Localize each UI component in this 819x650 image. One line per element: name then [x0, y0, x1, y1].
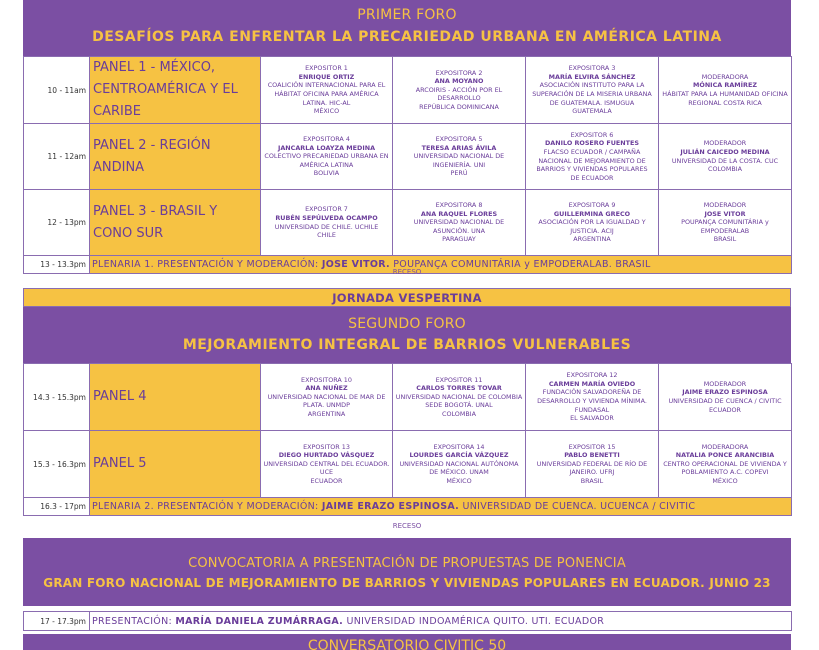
- speaker-role: EXPOSITOR 11: [435, 375, 483, 384]
- speaker-role: EXPOSITORA 10: [301, 375, 352, 384]
- speaker-institution: UNIVERSIDAD NACIONAL DE MAR DE PLATA. UNMDP: [267, 392, 386, 410]
- plenaria-prefix: PLENARIA 2. PRESENTACIÓN Y MODERACIÓN:: [92, 501, 319, 512]
- speaker-role: MODERADOR: [703, 379, 747, 388]
- speaker-country: BRASIL: [580, 476, 604, 485]
- presentacion-name: MARÍA DANIELA ZUMÁRRAGA.: [175, 615, 344, 627]
- speaker-cell: [526, 364, 659, 431]
- panel-title: PANEL 5: [90, 431, 261, 498]
- speaker-name: DIEGO HURTADO VÁSQUEZ: [278, 451, 375, 460]
- speaker-name: ANA NUÑEZ: [305, 384, 348, 393]
- speaker-cell: [393, 57, 526, 124]
- speaker-cell: [393, 124, 526, 190]
- speaker-cell: [261, 57, 393, 124]
- panel-title: PANEL 2 - REGIÓN ANDINA: [90, 124, 261, 190]
- plenaria-time: 13 - 13.3pm: [24, 256, 90, 274]
- speaker-role: EXPOSITORA 3: [568, 64, 616, 73]
- plenaria-row: [24, 498, 792, 516]
- speaker-country: COLOMBIA: [441, 409, 476, 418]
- plenaria-institution: UNIVERSIDAD DE CUENCA. UCUENCA / CIVITIC: [462, 501, 696, 512]
- speaker-institution: UNIVERSIDAD DE CHILE. UCHILE: [274, 222, 379, 231]
- speaker-country: MÉXICO: [446, 476, 472, 485]
- plenaria-time: 16.3 - 17pm: [24, 498, 90, 516]
- speaker-country: GUATEMALA: [572, 107, 612, 116]
- speaker-role: MODERADORA: [701, 72, 749, 81]
- speaker-role: EXPOSITORA 5: [435, 135, 483, 144]
- speaker-role: EXPOSITOR 15: [568, 442, 616, 451]
- speaker-institution: FLACSO ECUADOR / CAMPAÑA NACIONAL DE MEJORAMIENTO DE BARRIOS Y VIVIENDAS POPULARES: [536, 147, 648, 174]
- speaker-role: EXPOSITOR 13: [303, 442, 350, 451]
- speaker-cell: [261, 431, 393, 498]
- panel-time: 15.3 - 16.3pm: [24, 431, 90, 498]
- speaker-name: GUILLERMINA GRECO: [553, 209, 631, 218]
- speaker-name: LOURDES GARCÍA VÁZQUEZ: [409, 451, 509, 460]
- speaker-name: ENRIQUE ORTIZ: [298, 72, 355, 81]
- speaker-name: PABLO BENETTI: [564, 451, 620, 460]
- panel-time: 11 - 12am: [24, 124, 90, 190]
- speaker-cell: [659, 431, 792, 498]
- speaker-role: MODERADORA: [701, 442, 749, 451]
- speaker-institution: POUPANÇA COMUNITÁRIA y EMPODERALAB: [681, 218, 769, 235]
- speaker-country: PERÚ: [450, 169, 468, 178]
- speaker-cell: [659, 364, 792, 431]
- speaker-country: MÉXICO: [313, 107, 340, 116]
- speaker-name: JOSE VITOR: [704, 209, 746, 218]
- speaker-institution: UNIVERSIDAD DE CUENCA / CIVITIC: [668, 397, 782, 405]
- foro1-title: DESAFÍOS PARA ENFRENTAR LA PRECARIEDAD URBANA EN AMÉRICA LATINA: [92, 29, 722, 45]
- foro2-schedule: [23, 363, 791, 516]
- speaker-name: RUBÉN SEPÚLVEDA OCAMPO: [275, 213, 378, 222]
- speaker-cell: [393, 364, 526, 431]
- foro1-header: [23, 0, 791, 56]
- jornada-vespertina-label: JORNADA VESPERTINA: [332, 291, 482, 305]
- presentacion-rest: UNIVERSIDAD INDOAMÉRICA QUITO. UTI. ECUADOR: [346, 615, 605, 627]
- convocatoria-title: GRAN FORO NACIONAL DE MEJORAMIENTO DE BARRIOS Y VIVIENDAS POPULARES EN ECUADOR. JUNIO 23: [43, 576, 771, 590]
- panel-title: PANEL 1 - MÉXICO, CENTROAMÉRICA Y EL CARIBE: [90, 57, 261, 124]
- speaker-cell: [261, 124, 393, 190]
- speaker-institution: UNIVERSIDAD FEDERAL DE RÍO DE JANEIRO. UFRJ: [536, 459, 648, 477]
- foro1-label: PRIMER FORO: [357, 7, 457, 23]
- panel-row: [24, 57, 792, 124]
- plenaria-institution: POUPANÇA COMUNITÁRIA y EMPODERALAB. BRASIL: [393, 259, 651, 270]
- speaker-institution: FUNDACIÓN SALVADOREÑA DE DESARROLLO Y VIVIENDA MÍNIMA. FUNDASAL: [537, 388, 647, 414]
- speaker-cell: [261, 190, 393, 256]
- speaker-country: MÉXICO: [712, 476, 738, 485]
- speaker-institution: ASOCIACIÓN POR LA IGUALDAD Y JUSTICIA. ACIJ: [538, 218, 646, 235]
- speaker-institution: HÁBITAT PARA LA HUMANIDAD OFICINA REGIONAL COSTA RICA: [662, 90, 788, 107]
- panel-time: 10 - 11am: [24, 57, 90, 124]
- speaker-role: EXPOSITORA 9: [568, 201, 616, 210]
- speaker-name: CARLOS TORRES TOVAR: [416, 384, 502, 393]
- panel-row: [24, 431, 792, 498]
- speaker-institution: ARCOIRIS - ACCIÓN POR EL DESARROLLO: [415, 85, 503, 103]
- panel-time: 12 - 13pm: [24, 190, 90, 256]
- speaker-name: ANA RAQUEL FLORES: [420, 209, 498, 218]
- speaker-country: CHILE: [317, 231, 336, 240]
- speaker-country: ARGENTINA: [573, 235, 611, 244]
- speaker-cell: [526, 431, 659, 498]
- speaker-role: EXPOSITORA 4: [303, 135, 350, 144]
- receso-2: RECESO: [392, 522, 422, 530]
- speaker-role: MODERADOR: [703, 201, 747, 210]
- panel-row: [24, 124, 792, 190]
- speaker-country: BOLIVIA: [313, 169, 340, 178]
- speaker-name: ANA MOYANO: [434, 77, 484, 86]
- speaker-role: MODERADOR: [703, 139, 747, 148]
- panel-title: PANEL 3 - BRASIL Y CONO SUR: [90, 190, 261, 256]
- foro2-title: MEJORAMIENTO INTEGRAL DE BARRIOS VULNERABLES: [182, 337, 632, 353]
- speaker-role: EXPOSITORA 2: [435, 68, 483, 77]
- speaker-name: MARÍA ELVIRA SÁNCHEZ: [548, 72, 636, 81]
- speaker-country: ECUADOR: [709, 405, 741, 414]
- speaker-cell: [659, 190, 792, 256]
- receso-1: RECESO: [392, 268, 422, 276]
- speaker-country: PARAGUAY: [442, 235, 476, 244]
- speaker-role: EXPOSITORA 8: [435, 201, 483, 210]
- speaker-institution: ASOCIACIÓN INSTITUTO PARA LA SUPERACIÓN DE LA MISERIA URBANA DE GUATEMALA. ISMUGUA: [532, 81, 652, 107]
- speaker-institution: UNIVERSIDAD NACIONAL AUTÓNOMA DE MÉXICO. UNAM: [399, 459, 519, 477]
- panel-row: [24, 364, 792, 431]
- presentacion-time: 17 - 17.3pm: [24, 612, 90, 631]
- speaker-country: REPÚBLICA DOMINICANA: [419, 102, 499, 111]
- foro2-label: SEGUNDO FORO: [348, 316, 466, 332]
- convocatoria-header: [23, 538, 791, 606]
- speaker-country: EL SALVADOR: [570, 414, 614, 423]
- speaker-role: EXPOSITOR 1: [305, 64, 348, 73]
- convocatoria-label: CONVOCATORIA A PRESENTACIÓN DE PROPUESTAS DE PONENCIA: [188, 556, 626, 571]
- speaker-cell: [526, 57, 659, 124]
- speaker-role: EXPOSITORA 12: [566, 371, 618, 380]
- speaker-cell: [526, 124, 659, 190]
- foro1-schedule: [23, 56, 791, 274]
- presentacion-row: [23, 611, 791, 631]
- presentacion-text: [90, 612, 792, 631]
- speaker-country: DE ECUADOR: [570, 173, 614, 182]
- speaker-name: MÓNICA RAMÍREZ: [693, 81, 757, 90]
- speaker-country: COLOMBIA: [707, 165, 742, 174]
- speaker-name: TERESA ARIAS ÁVILA: [421, 143, 497, 152]
- speaker-country: ARGENTINA: [307, 409, 346, 418]
- speaker-institution: COALICIÓN INTERNACIONAL PARA EL HÁBITAT OFICINA PARA AMÉRICA LATINA. HIC-AL: [267, 81, 386, 107]
- plenaria-moderator: JOSE VITOR.: [321, 259, 390, 270]
- speaker-name: NATALIA PONCE ARANCIBIA: [675, 451, 775, 460]
- speaker-name: JULIÁN CAICEDO MEDINA: [680, 147, 770, 156]
- panel-row: [24, 190, 792, 256]
- conversatorio-bar: [23, 634, 791, 650]
- speaker-institution: UNIVERSIDAD CENTRAL DEL ECUADOR. UCE: [263, 459, 390, 477]
- speaker-cell: [659, 124, 792, 190]
- speaker-name: DANILO ROSERO FUENTES: [545, 139, 639, 148]
- speaker-name: JANCARLA LOAYZA MEDINA: [277, 143, 376, 152]
- speaker-institution: UNIVERSIDAD NACIONAL DE INGENIERÍA. UNI: [413, 152, 505, 169]
- speaker-role: EXPOSITOR 6: [570, 130, 614, 139]
- plenaria-moderator: JAIME ERAZO ESPINOSA.: [321, 501, 460, 512]
- speaker-institution: CENTRO OPERACIONAL DE VIVIENDA Y POBLAMIENTO A.C. COPEVI: [663, 459, 787, 477]
- speaker-name: CARMEN MARÍA OVIEDO: [548, 379, 636, 388]
- speaker-institution: UNIVERSIDAD NACIONAL DE COLOMBIA SEDE BOGOTÁ. UNAL: [395, 392, 523, 410]
- panel-time: 14.3 - 15.3pm: [24, 364, 90, 431]
- jornada-vespertina-bar: [23, 288, 791, 307]
- speaker-cell: [393, 431, 526, 498]
- speaker-cell: [659, 57, 792, 124]
- presentacion-prefix: PRESENTACIÓN:: [92, 615, 172, 627]
- speaker-cell: [526, 190, 659, 256]
- speaker-name: JAIME ERAZO ESPINOSA: [682, 388, 768, 397]
- foro2-header: [23, 307, 791, 363]
- plenaria-text: [90, 498, 792, 516]
- panel-title: PANEL 4: [90, 364, 261, 431]
- plenaria-prefix: PLENARIA 1. PRESENTACIÓN Y MODERACIÓN:: [92, 259, 319, 270]
- speaker-cell: [393, 190, 526, 256]
- speaker-country: ECUADOR: [310, 476, 343, 485]
- speaker-cell: [261, 364, 393, 431]
- speaker-role: EXPOSITORA 14: [433, 442, 485, 451]
- speaker-role: EXPOSITOR 7: [305, 205, 348, 214]
- speaker-country: BRASIL: [713, 235, 737, 244]
- conversatorio-label: CONVERSATORIO CIVITIC 50: [307, 638, 507, 650]
- speaker-institution: UNIVERSIDAD DE LA COSTA. CUC: [671, 156, 779, 165]
- speaker-institution: UNIVERSIDAD NACIONAL DE ASUNCIÓN. UNA: [413, 218, 505, 235]
- speaker-institution: COLECTIVO PRECARIEDAD URBANA EN AMÉRICA LATINA: [264, 152, 389, 169]
